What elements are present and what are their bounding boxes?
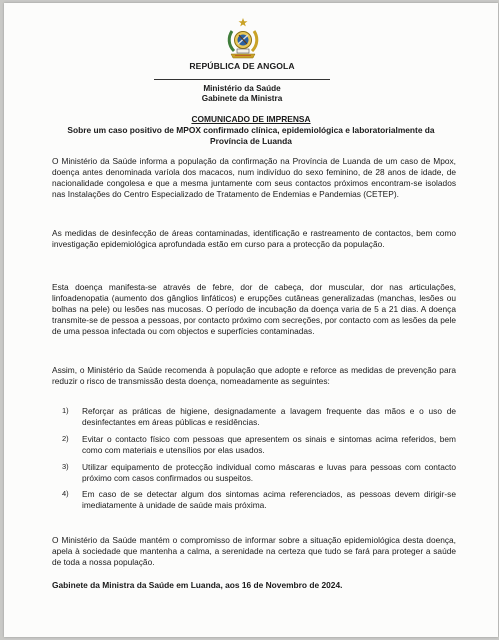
list-item-text: Evitar o contacto físico com pessoas que apresentem os sinais e sintomas acima referidos, bem como com materiais e utensílios por elas usados. bbox=[82, 433, 456, 455]
list-item-number: 2) bbox=[62, 433, 69, 443]
header-divider bbox=[154, 79, 330, 80]
angola-coat-of-arms-icon bbox=[226, 17, 260, 61]
list-item-text: Reforçar as práticas de higiene, designadamente a lavagem frequente das mãos e o uso de desinfectantes em áreas públicas e residências. bbox=[82, 406, 456, 427]
list-item-number: 1) bbox=[62, 406, 69, 415]
closing-signature-line: Gabinete da Ministra da Saúde em Luanda, aos 16 de Novembro de 2024. bbox=[52, 580, 343, 590]
paragraph-1: O Ministério da Saúde informa a população da confirmação na Província de Luanda de um caso de Mpox, doença antes denominada varíola dos macacos, num indivíduo do sexo feminino, de 28 anos de idade, de nacionalidade congolesa e que a mesma juntamente com seus contactos próximos encontram-se isolados nas Instalações do Centro Especializado de Tratamento de Endemias e Pandemias (CETEP). bbox=[52, 156, 456, 199]
republic-name: REPÚBLICA DE ANGOLA bbox=[189, 61, 295, 71]
press-release-label: COMUNICADO DE IMPRENSA bbox=[191, 114, 311, 124]
press-release-subtitle: Sobre um caso positivo de MPOX confirmado clínica, epidemiológica e laboratorialmente da Província de Luanda bbox=[67, 125, 435, 146]
list-item bbox=[52, 406, 456, 428]
list-item-number: 3) bbox=[62, 461, 69, 471]
document-page bbox=[4, 3, 498, 637]
list-item-number: 4) bbox=[62, 489, 69, 499]
letterhead bbox=[154, 61, 330, 104]
paragraph-4: Assim, o Ministério da Saúde recomenda à população que adopte e reforce as medidas de prevenção para reduzir o risco de transmissão desta doença, nomeadamente as seguintes: bbox=[52, 365, 456, 386]
list-item-text: Utilizar equipamento de protecção individual como máscaras e luvas para pessoas com contacto próximo com casos confirmados ou suspeitos. bbox=[82, 461, 456, 483]
recommendations-list bbox=[52, 406, 456, 517]
paragraph-final: O Ministério da Saúde mantém o compromisso de informar sobre a situação epidemiológica desta doença, apela à sociedade que mantenha a calma, a serenidade na certeza que tudo se fará para proteger a saúde de toda a nossa população. bbox=[52, 535, 456, 567]
list-item bbox=[52, 462, 456, 484]
paragraph-2: As medidas de desinfecção de áreas contaminadas, identificação e rastreamento de contactos, bem como investigação epidemiológica aprofundada estão em curso para a protecção da população. bbox=[52, 228, 456, 249]
list-item bbox=[52, 489, 456, 511]
paragraph-3: Esta doença manifesta-se através de febre, dor de cabeça, dor muscular, dor nas articulações, linfoadenopatia (aumento dos gânglios linfáticos) e erupções cutâneas generalizadas (manchas, lesões ou bolhas na pele) ou lesões nas mucosas. O período de incubação da doença varia de 5 a 21 dias. A doença transmite-se de pessoa a pessoas, por contacto próximo com secreções, por contacto com as lesões da pele de uma pessoa infectada ou com objectos e superfícies contaminadas. bbox=[52, 282, 456, 336]
press-release-title bbox=[4, 114, 498, 146]
list-item bbox=[52, 434, 456, 456]
cabinet-name: Gabinete da Ministra bbox=[201, 94, 283, 103]
list-item-text: Em caso de se detectar algum dos sintomas acima referenciados, as pessoas devem dirigir-se imediatamente à unidade de saúde mais próxima. bbox=[82, 489, 456, 511]
ministry-name: Ministério da Saúde bbox=[203, 84, 281, 93]
